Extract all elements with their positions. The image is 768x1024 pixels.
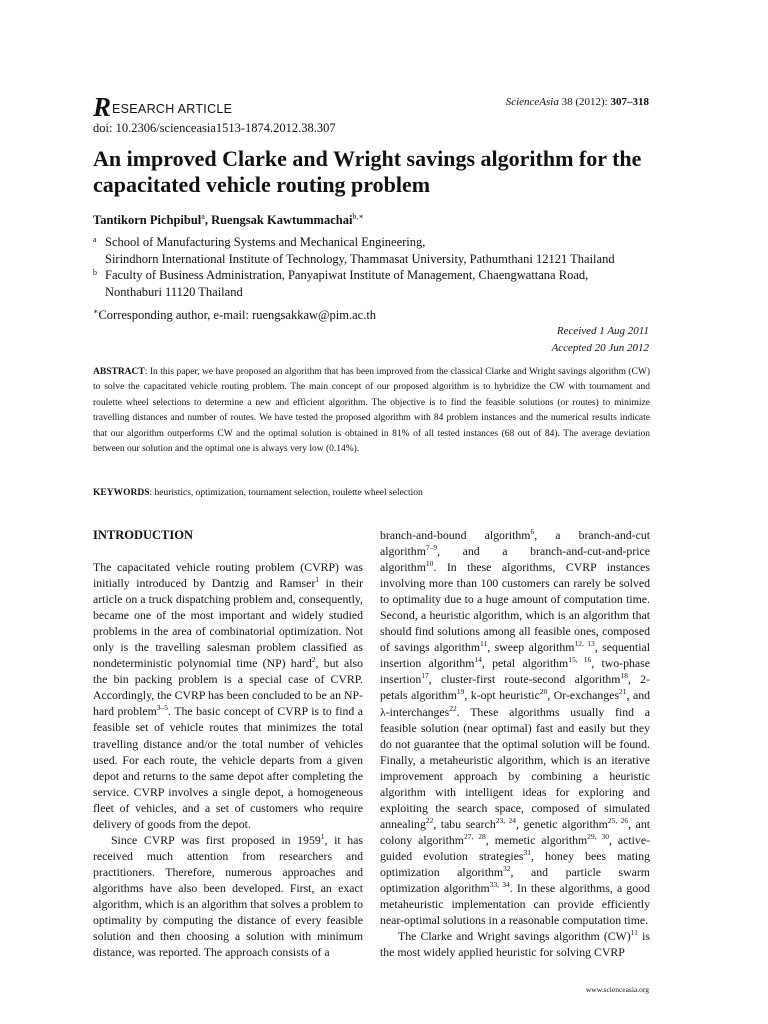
journal-url[interactable]: www.scienceasia.org <box>585 985 649 994</box>
citation-ref[interactable]: 29, 30 <box>587 831 609 841</box>
abstract-text: : In this paper, we have proposed an algorithm that has been improved from the classical Clarke and Wright savings algorithm (CW) to solve the capacitated vehicle routing problem. The main concept of our proposed algorithm is to hybridize the CW with tournament and roulette wheel selections to determine a new and efficient algorithm. The objective is to find the feasible solutions (or routes) to minimize travelling distances and number of routes. We have tested the proposed algorithm with 84 problem instances and the numerical results indicate that our algorithm outperforms CW and the optimal solution is obtained in 81% of all tested instances (68 out of 84). The average deviation between our solution and the optimal one is always very low (0.14%). <box>93 367 650 455</box>
citation-ref[interactable]: 1 <box>320 831 325 841</box>
affiliation-line: Nonthaburi 11120 Thailand <box>105 285 243 299</box>
citation-ref[interactable]: 27, 28 <box>463 831 486 841</box>
citation-ref[interactable]: 10 <box>425 559 434 569</box>
doi[interactable]: doi: 10.2306/scienceasia1513-1874.2012.38.307 <box>93 121 336 135</box>
journal-name: ScienceAsia <box>505 96 559 108</box>
keywords-label: KEYWORDS <box>93 488 150 498</box>
paper-title: An improved Clarke and Wright savings algorithm for the capacitated vehicle routing problem <box>93 146 642 197</box>
citation-ref[interactable]: 17 <box>421 671 429 681</box>
tag-label: ESEARCH ARTICLE <box>112 102 233 116</box>
citation-ref[interactable]: 11 <box>630 928 638 938</box>
journal-volume: 38 (2012): <box>561 96 608 108</box>
citation-ref[interactable]: 22 <box>425 815 434 825</box>
affiliation-mark: b <box>93 268 97 277</box>
author-affil-mark: a <box>201 212 205 221</box>
citation-ref[interactable]: 19 <box>456 687 465 697</box>
journal-pages: 307–318 <box>610 96 649 108</box>
citation-ref[interactable]: 20 <box>539 687 548 697</box>
citation-ref[interactable]: 21 <box>619 687 627 697</box>
author-list <box>93 212 364 228</box>
author-name: Ruengsak Kawtummachai <box>211 213 353 228</box>
citation-ref[interactable]: 2 <box>311 655 316 665</box>
citation-ref[interactable]: 33, 34 <box>489 880 510 890</box>
keywords-text: : heuristics, optimization, tournament selection, roulette wheel selection <box>149 488 423 498</box>
citation-ref[interactable]: 23, 24 <box>495 815 517 825</box>
citation-ref[interactable]: 22 <box>449 703 457 713</box>
author-affil-mark: b,∗ <box>352 212 364 221</box>
citation-ref[interactable]: 14 <box>474 655 482 665</box>
citation-ref[interactable]: 11 <box>480 639 488 649</box>
affiliation-line: Faculty of Business Administration, Panyapiwat Institute of Management, Chaengwattana Road, <box>105 268 589 282</box>
affiliation-a <box>93 234 615 268</box>
research-article-tag <box>93 92 233 122</box>
citation-ref[interactable]: 3–5 <box>156 703 169 713</box>
citation-ref[interactable]: 6 <box>530 527 535 537</box>
paragraph: The capacitated vehicle routing problem (CVRP) was initially introduced by Dantzig and Ramser$^1$ in their article on a truck dispatching problem and, consequently, became one of the most important and widely studied problems in the area of combinatorial optimization. Not only is the travelling salesman problem classified as nondeterministic polynomial time (NP) hard$^2$, but also the bin packing problem is a special case of CVRP. Accordingly, the CVRP has been concluded to be an NP-hard problem$^{3-5}$. The basic concept of CVRP is to find a feasible set of vehicle routes that minimizes the total travelling distance and/or the total number of vehicles used. For each route, the vehicle departs from a given depot and returns to the same depot after completing the service. CVRP involves a single depot, a homogeneous fleet of vehicles, and a set of customers who require delivery of goods from the depot. <box>93 560 363 831</box>
affiliation-b <box>93 267 588 301</box>
right-column <box>380 527 650 960</box>
citation-ref[interactable]: 32 <box>503 864 511 874</box>
affiliation-line: School of Manufacturing Systems and Mechanical Engineering, <box>105 235 426 249</box>
corresponding-author <box>93 307 376 323</box>
citation-ref[interactable]: 15, 16 <box>568 655 592 665</box>
corresponding-text: Corresponding author, e-mail: ruengsakkaw@pim.ac.th <box>98 308 377 323</box>
citation-ref[interactable]: 1 <box>315 575 320 585</box>
tag-initial: R <box>93 92 112 122</box>
citation-ref[interactable]: 25, 26 <box>607 815 629 825</box>
accepted-date: Accepted 20 Jun 2012 <box>551 342 649 354</box>
section-heading: INTRODUCTION <box>93 528 194 542</box>
received-date: Received 1 Aug 2011 <box>556 325 649 337</box>
abstract-label: ABSTRACT <box>93 367 145 377</box>
paragraph: Since CVRP was first proposed in 1959$^1$, it has received much attention from researchers and practitioners. Therefore, numerous approaches and algorithms have also been developed. First, an exact algorithm, which is an algorithm that solves a problem to optimality by computing the distance of every feasible solution and then choosing a solution with minimum distance, was reported. The approach consists of a <box>93 831 363 960</box>
author-separator: , <box>204 213 212 228</box>
affiliation-line: Sirindhorn International Institute of Technology, Thammasat University, Pathumthani 12121 Thailand <box>105 252 615 266</box>
citation-ref[interactable]: 12, 13 <box>574 639 595 649</box>
left-column <box>93 527 363 960</box>
journal-citation <box>506 96 649 108</box>
abstract <box>93 365 650 457</box>
affiliation-mark: a <box>93 235 97 244</box>
paragraph: The Clarke and Wright savings algorithm (CW)$^{11}$ is the most widely applied heuristic for solving CVRP <box>380 928 650 960</box>
corresponding-mark: ∗ <box>93 307 99 316</box>
citation-ref[interactable]: 7–9 <box>425 543 438 553</box>
keywords <box>93 488 650 498</box>
author-name: Tantikorn Pichpibul <box>93 213 202 228</box>
citation-ref[interactable]: 18 <box>620 671 628 681</box>
citation-ref[interactable]: 31 <box>523 848 532 858</box>
article-dates <box>552 323 649 357</box>
paragraph: branch-and-bound algorithm$^6$, a branch-and-cut algorithm$^{7-9}$, and a branch-and-cut-and-price algorithm$^{10}$. In these algorithms, CVRP instances involving more than 100 customers can rarely be solved to optimality due to a huge amount of computation time. Second, a heuristic algorithm, which is an algorithm that should find solutions among all feasible ones, composed of savings algorithm$^{11}$, sweep algorithm$^{12, 13}$, sequential insertion algorithm$^{14}$, petal algorithm$^{15, 16}$, two-phase insertion$^{17}$, cluster-first route-second algorithm$^{18}$, 2-petals algorithm$^{19}$, k-opt heuristic$^{20}$, Or-exchanges$^{21}$, and λ-interchanges$^{22}$. These algorithms usually find a feasible solution (near optimal) fast and easily but they do not guarantee that the optimal solution will be found. Finally, a metaheuristic algorithm, which is an iterative improvement approach by combining a heuristic algorithm with intelligent ideas for exploring and exploiting the search space, composed of simulated annealing$^{22}$, tabu search$^{23, 24}$, genetic algorithm$^{25, 26}$, ant colony algorithm$^{27, 28}$, memetic algorithm$^{29, 30}$, active-guided evolution strategies$^{31}$, honey bees mating optimization algorithm$^{32}$, and particle swarm optimization algorithm$^{33, 34}$. In these algorithms, a good metaheuristic implementation can provide efficiently near-optimal solutions in a reasonable computation time. <box>380 527 651 928</box>
